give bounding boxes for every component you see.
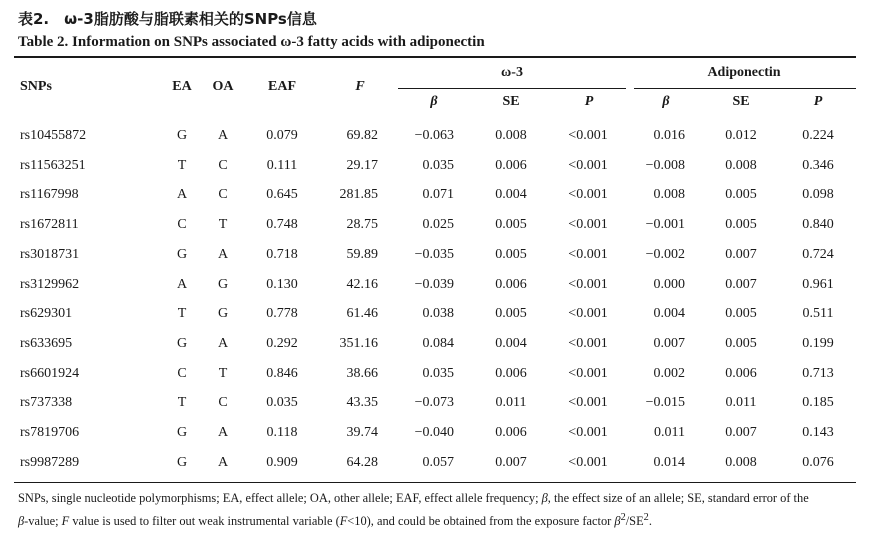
cell-adiponectin-p: 0.098 [802,187,834,203]
footnote-text: /SE [625,514,644,529]
cell-adiponectin-p: 0.346 [802,157,834,173]
header-omega3-se: SE [502,94,520,109]
cell-adiponectin-p: 0.840 [802,217,834,233]
cell-omega3-p: <0.001 [568,306,608,322]
cell-omega3-se: 0.005 [495,306,527,322]
cell-ea: T [177,306,187,322]
omega3-group-rule [398,88,626,89]
cell-eaf: 0.909 [266,454,298,470]
cell-eaf: 0.111 [266,157,298,173]
cell-omega3-se: 0.004 [495,335,527,351]
cell-adiponectin-p: 0.713 [802,365,834,381]
footnote-beta-symbol: β [541,491,548,505]
cell-adiponectin-se: 0.005 [725,306,757,322]
cell-omega3-beta: 0.035 [422,157,454,173]
cell-adiponectin-se: 0.011 [725,395,757,411]
cell-adiponectin-beta: 0.016 [653,128,685,143]
cell-adiponectin-p: 0.511 [802,306,834,322]
cell-adiponectin-beta: 0.011 [654,425,685,440]
cell-adiponectin-se: 0.005 [725,217,757,233]
header-omega3-p: P [584,94,594,109]
footnote-superscript: 2 [643,512,649,523]
cell-snp: rs1167998 [20,187,79,203]
cell-eaf: 0.645 [266,187,298,203]
cell-oa: G [217,306,229,322]
cell-omega3-beta: 0.035 [422,365,454,381]
header-ea: EA [172,79,192,94]
header-eaf: EAF [268,79,296,94]
cell-omega3-p: <0.001 [568,157,608,173]
cell-eaf: 0.778 [266,306,298,322]
cell-snp: rs629301 [20,306,73,322]
cell-f: 42.16 [346,276,378,292]
header-group-adiponectin: Adiponectin [707,65,781,80]
header-oa: OA [212,79,234,94]
cell-adiponectin-se: 0.012 [725,128,757,143]
cell-snp: rs7819706 [20,425,80,440]
cell-adiponectin-beta: 0.002 [653,365,685,381]
cell-snp: rs10455872 [20,128,87,143]
cell-f: 59.89 [346,246,378,262]
footnote-beta-symbol: β [614,514,621,529]
cell-omega3-beta: −0.063 [414,128,454,143]
header-adiponectin-p: P [813,94,823,109]
table-caption-zh: 表2. ω-3脂肪酸与脂联素相关的SNPs信息 [18,10,317,28]
cell-omega3-se: 0.006 [495,276,527,292]
cell-omega3-beta: 0.057 [422,454,454,470]
table-top-rule [14,56,856,58]
cell-adiponectin-beta: 0.007 [653,335,685,351]
cell-adiponectin-p: 0.143 [802,425,834,440]
cell-eaf: 0.846 [266,365,298,381]
cell-oa: T [218,217,228,233]
header-f: F [355,79,365,94]
footnote-beta-symbol: β [18,514,25,529]
cell-omega3-p: <0.001 [568,187,608,203]
cell-omega3-p: <0.001 [568,365,608,381]
cell-omega3-se: 0.004 [495,187,527,203]
cell-adiponectin-beta: −0.015 [645,395,685,411]
cell-adiponectin-beta: 0.014 [653,454,685,470]
cell-oa: C [218,187,228,203]
footnote-text: . [648,514,652,529]
cell-omega3-beta: 0.084 [422,335,454,351]
footnote-text: SNPs, single nucleotide polymorphisms; EA, effect allele; OA, other allele; EAF, effect allele frequency; [18,491,542,505]
cell-omega3-p: <0.001 [568,425,608,440]
cell-omega3-p: <0.001 [568,276,608,292]
cell-eaf: 0.130 [266,276,298,292]
cell-eaf: 0.035 [266,395,298,411]
cell-omega3-p: <0.001 [568,454,608,470]
header-omega3-beta: β [430,94,438,109]
cell-omega3-beta: 0.071 [422,187,454,203]
table-footnote [18,489,866,531]
cell-f: 64.28 [346,454,378,470]
cell-omega3-se: 0.007 [495,454,527,470]
cell-eaf: 0.118 [266,425,298,440]
cell-f: 61.46 [346,306,378,322]
cell-adiponectin-beta: −0.008 [645,157,685,173]
cell-omega3-se: 0.006 [495,425,527,440]
cell-adiponectin-se: 0.005 [725,187,757,203]
cell-f: 281.85 [339,187,378,203]
cell-snp: rs3129962 [20,276,80,292]
footnote-f-symbol: F [61,514,70,529]
cell-snp: rs11563251 [20,157,86,173]
cell-f: 28.75 [346,217,378,233]
footnote-text: , the effect size of an allele; SE, standard error of the [547,491,809,505]
cell-f: 29.17 [346,157,378,173]
footnote-text: value is used to filter out weak instrumental variable ( [69,514,340,529]
cell-adiponectin-p: 0.961 [802,276,834,292]
cell-adiponectin-p: 0.076 [802,454,834,470]
footnote-text: -value; [24,514,62,529]
cell-adiponectin-p: 0.724 [802,246,834,262]
cell-eaf: 0.079 [266,128,298,143]
cell-oa: A [217,335,229,351]
cell-omega3-p: <0.001 [568,128,608,143]
cell-omega3-p: <0.001 [568,246,608,262]
cell-adiponectin-beta: 0.008 [653,187,685,203]
cell-snp: rs737338 [20,395,73,411]
table-bottom-rule [14,482,856,483]
header-snps: SNPs [20,79,52,94]
cell-ea: C [177,365,187,381]
cell-adiponectin-p: 0.199 [802,335,834,351]
header-adiponectin-se: SE [732,94,750,109]
cell-adiponectin-p: 0.224 [802,128,834,143]
cell-omega3-se: 0.006 [495,365,527,381]
cell-adiponectin-se: 0.007 [725,276,757,292]
cell-f: 43.35 [346,395,378,411]
cell-omega3-p: <0.001 [568,217,608,233]
cell-adiponectin-se: 0.006 [725,365,757,381]
cell-omega3-beta: −0.035 [414,246,454,262]
cell-adiponectin-beta: 0.000 [653,276,685,292]
cell-adiponectin-se: 0.008 [725,157,757,173]
cell-adiponectin-se: 0.005 [725,335,757,351]
cell-f: 39.74 [346,425,378,440]
cell-omega3-beta: 0.025 [422,217,454,233]
cell-eaf: 0.718 [266,246,298,262]
adiponectin-group-rule [634,88,856,89]
cell-snp: rs9987289 [20,454,80,470]
cell-oa: A [217,454,229,470]
cell-omega3-se: 0.006 [495,157,527,173]
cell-omega3-beta: 0.038 [422,306,454,322]
cell-omega3-se: 0.005 [495,246,527,262]
cell-adiponectin-se: 0.008 [725,454,757,470]
cell-ea: A [176,187,188,203]
cell-ea: C [177,217,187,233]
cell-snp: rs3018731 [20,246,80,262]
footnote-superscript: 2 [620,512,626,523]
cell-ea: T [177,157,187,173]
cell-adiponectin-se: 0.007 [725,425,757,440]
cell-oa: G [217,276,229,292]
cell-f: 69.82 [346,128,378,143]
cell-oa: A [217,425,229,440]
cell-f: 351.16 [339,335,378,351]
cell-adiponectin-beta: 0.004 [653,306,685,322]
cell-adiponectin-p: 0.185 [802,395,834,411]
cell-eaf: 0.748 [266,217,298,233]
cell-snp: rs1672811 [20,217,79,233]
cell-omega3-p: <0.001 [568,395,608,411]
cell-snp: rs633695 [20,335,73,351]
cell-ea: A [176,276,188,292]
cell-snp: rs6601924 [20,365,80,381]
cell-omega3-beta: −0.039 [414,276,454,292]
cell-eaf: 0.292 [266,335,298,351]
cell-ea: G [176,335,188,351]
footnote-f-symbol: F [339,514,348,529]
cell-oa: T [218,365,228,381]
cell-ea: T [177,395,187,411]
cell-ea: G [176,425,188,440]
cell-f: 38.66 [346,365,378,381]
cell-omega3-beta: −0.040 [414,425,454,440]
cell-adiponectin-beta: −0.002 [645,246,685,262]
cell-oa: C [218,157,228,173]
table-caption-en: Table 2. Information on SNPs associated ω-3 fatty acids with adiponectin [18,34,485,50]
cell-omega3-se: 0.008 [495,128,527,143]
cell-adiponectin-se: 0.007 [725,246,757,262]
cell-omega3-se: 0.011 [495,395,527,411]
cell-ea: G [176,454,188,470]
cell-ea: G [176,128,188,143]
cell-oa: A [217,246,229,262]
cell-omega3-se: 0.005 [495,217,527,233]
cell-omega3-beta: −0.073 [414,395,454,411]
header-adiponectin-beta: β [662,94,670,109]
header-group-omega3: ω-3 [501,65,523,80]
cell-oa: A [217,128,229,143]
cell-adiponectin-beta: −0.001 [645,217,685,233]
footnote-text: <10), and could be obtained from the exposure factor [347,514,615,529]
cell-omega3-p: <0.001 [568,335,608,351]
cell-oa: C [218,395,228,411]
cell-ea: G [176,246,188,262]
